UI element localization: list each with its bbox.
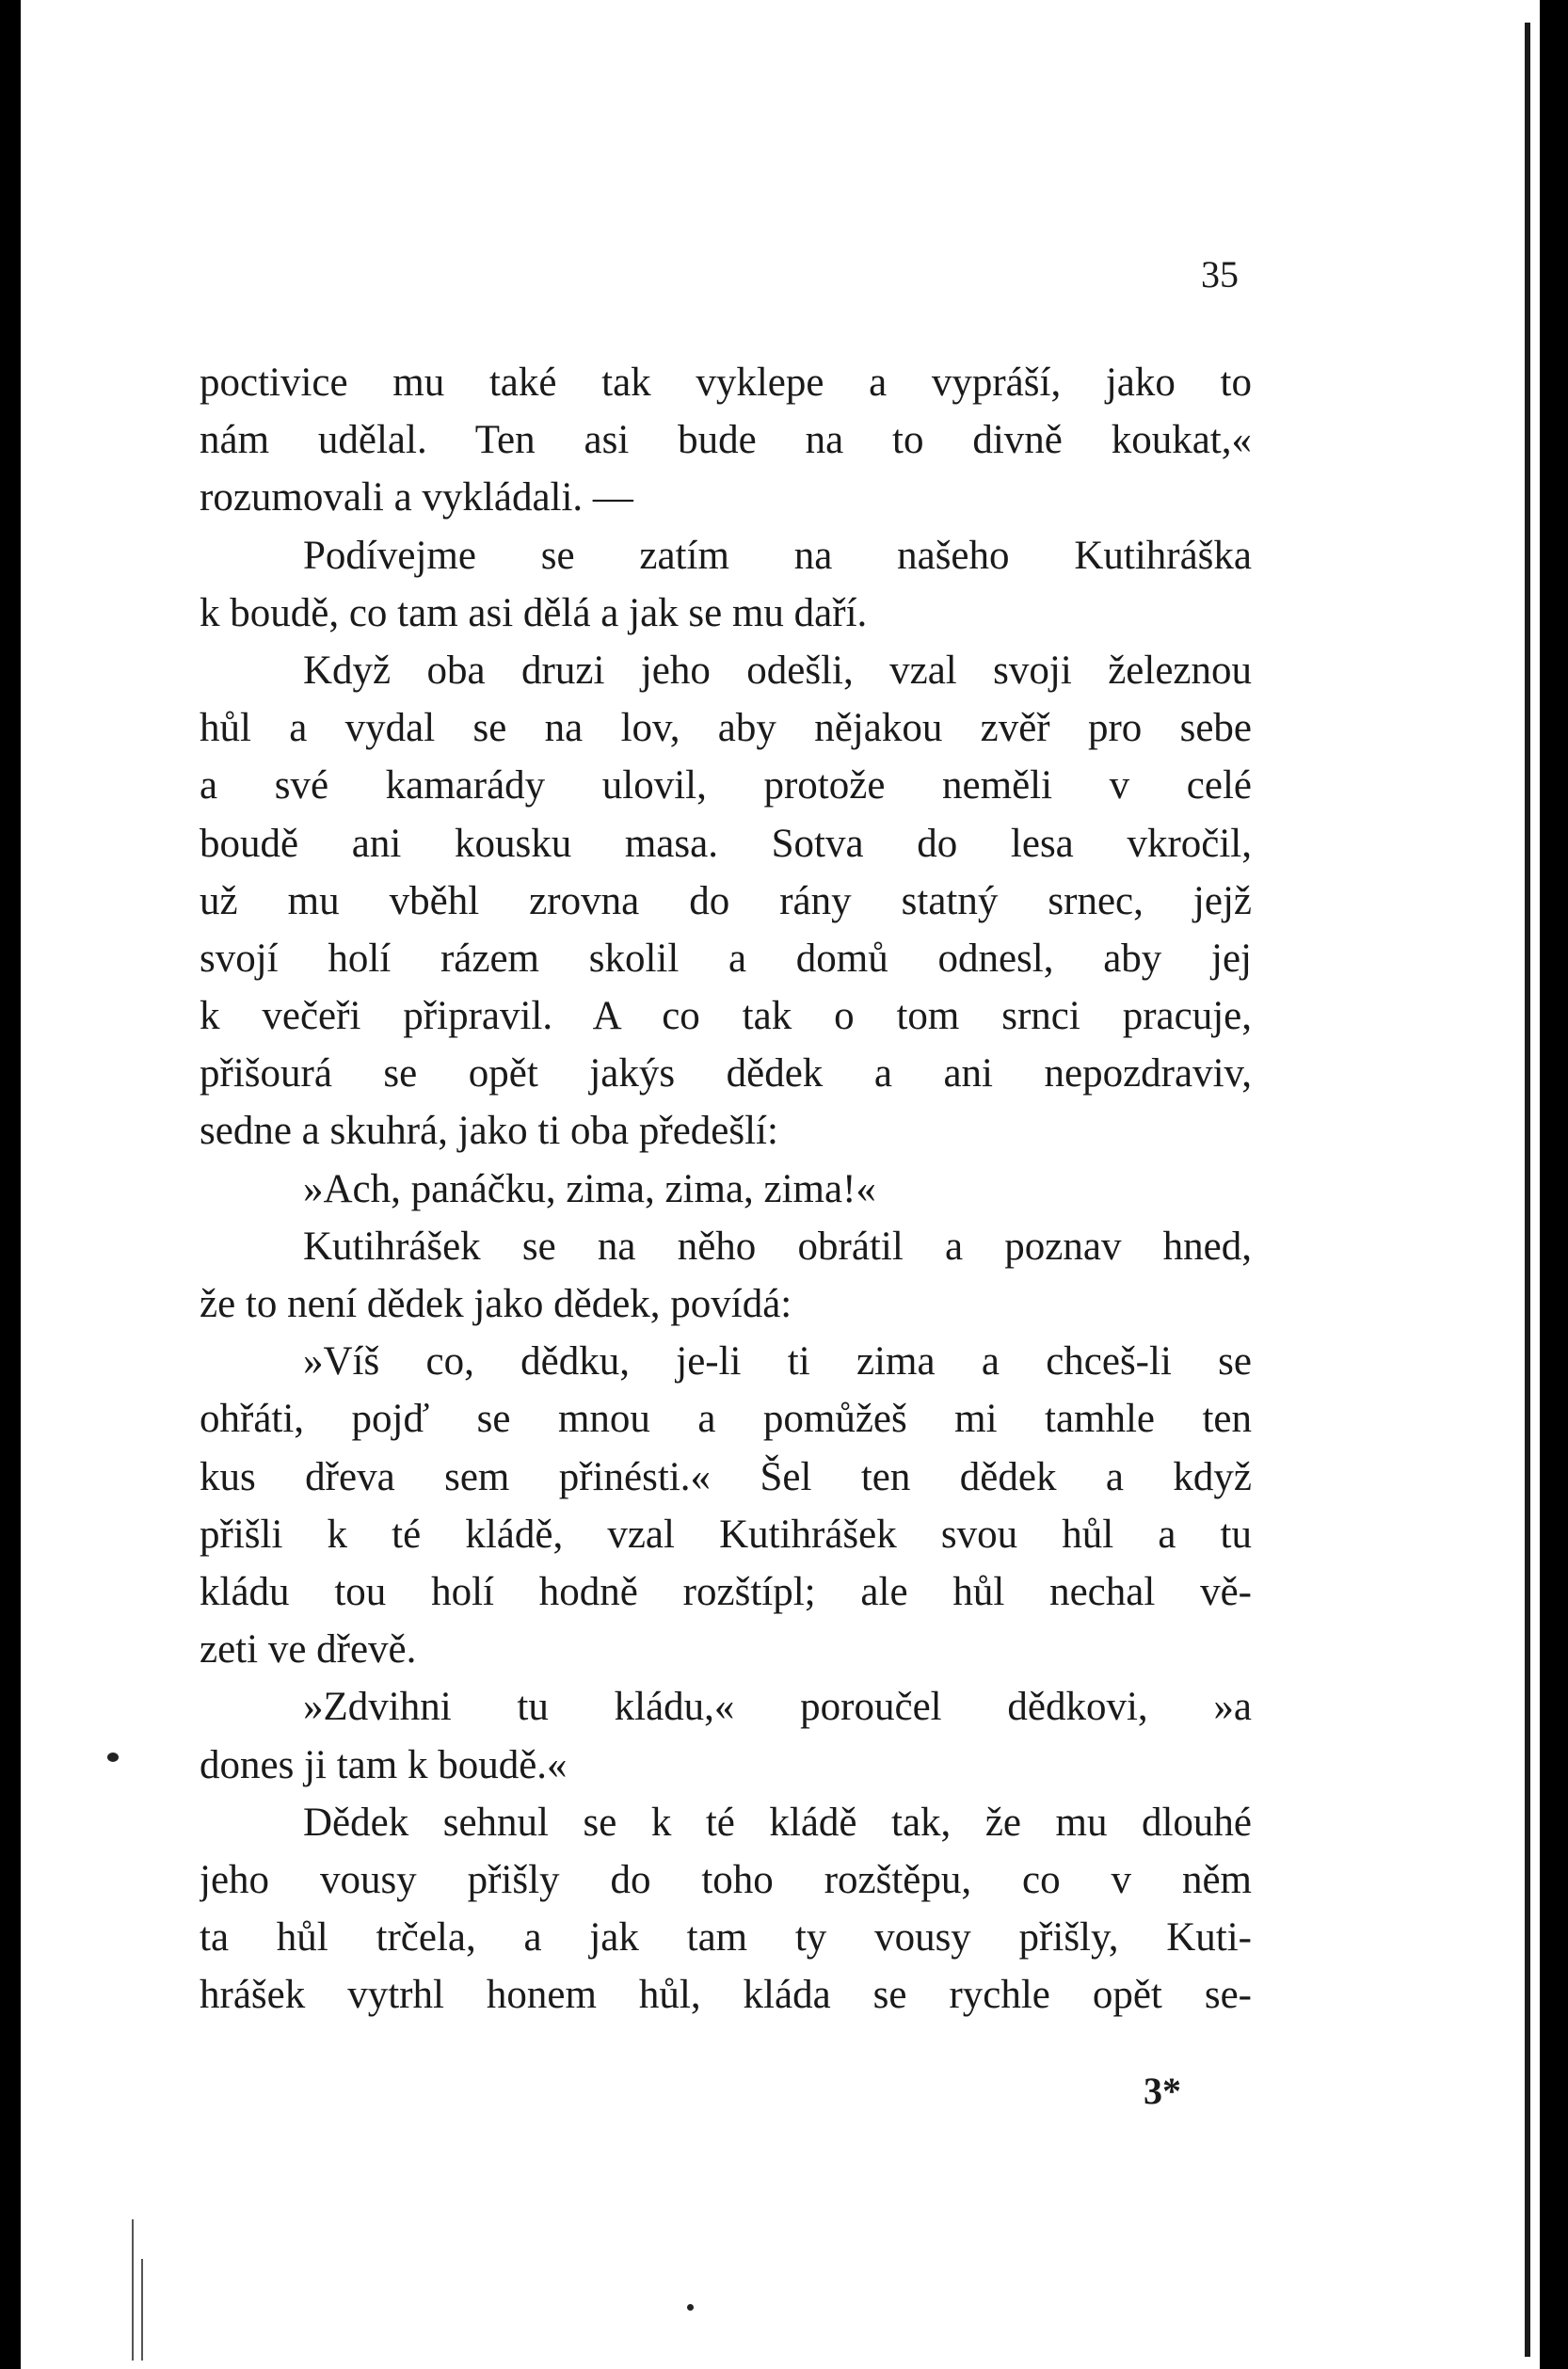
text-line: k večeři připravil. A co tak o tom srnci pracuje, [200,994,1252,1039]
text-line: už mu vběhl zrovna do rány statný srnec, jejž [200,878,1252,923]
text-line: dones ji tam k boudě.« [200,1742,568,1787]
text-line: přišli k té kládě, vzal Kutihrášek svou hůl a tu [200,1512,1252,1557]
text-line: »Víš co, dědku, je-li ti zima a chceš-li se [303,1339,1252,1385]
page-edge-shadow [1525,23,1530,2357]
text-line: Dědek sehnul se k té kládě tak, že mu dlouhé [303,1800,1252,1845]
text-line: kládu tou holí hodně rozštípl; ale hůl nechal vě- [200,1569,1252,1614]
scan-artifact-line [141,2259,143,2361]
text-line: nám udělal. Ten asi bude na to divně koukat,« [200,418,1252,463]
text-line: Kutihrášek se na něho obrátil a poznav hned, [303,1224,1252,1269]
text-line: kus dřeva sem přinésti.« Šel ten dědek a když [200,1454,1252,1499]
printer-signature-mark: 3* [1144,2070,1181,2112]
text-line: a své kamarády ulovil, protože neměli v celé [200,763,1252,808]
book-page [21,0,1540,2369]
text-line: přišourá se opět jakýs dědek a ani nepozdraviv, [200,1051,1252,1096]
text-line: Podívejme se zatím na našeho Kutihráška [303,533,1252,578]
text-line: »Zdvihni tu kládu,« poroučel dědkovi, »a [303,1685,1252,1730]
text-line: svojí holí rázem skolil a domů odnesl, aby jej [200,936,1252,981]
text-line: jeho vousy přišly do toho rozštěpu, co v něm [200,1857,1252,1902]
text-line: že to není dědek jako dědek, povídá: [200,1282,792,1326]
text-line: Když oba druzi jeho odešli, vzal svoji železnou [303,648,1252,693]
page-number: 35 [1201,253,1239,296]
text-line: ta hůl trčela, a jak tam ty vousy přišly, Kuti- [200,1915,1252,1961]
text-line: k boudě, co tam asi dělá a jak se mu daří. [200,590,868,635]
text-line: sedne a skuhrá, jako ti oba předešlí: [200,1109,778,1154]
scan-speck [107,1753,119,1762]
scan-artifact-line [132,2219,134,2361]
text-line: hůl a vydal se na lov, aby nějakou zvěř pro sebe [200,706,1252,751]
scan-speck [687,2304,694,2311]
text-line: boudě ani kousku masa. Sotva do lesa vkročil, [200,821,1252,866]
text-line: zeti ve dřevě. [200,1627,417,1673]
body-text [200,354,1252,2024]
text-line: poctivice mu také tak vyklepe a vypráší, jako to [200,360,1252,405]
text-line: ohřáti, pojď se mnou a pomůžeš mi tamhle ten [200,1397,1252,1442]
text-line: »Ach, panáčku, zima, zima, zima!« [303,1166,876,1211]
text-line: hrášek vytrhl honem hůl, kláda se rychle opět se- [200,1973,1252,2018]
text-line: rozumovali a vykládali. — [200,475,633,520]
